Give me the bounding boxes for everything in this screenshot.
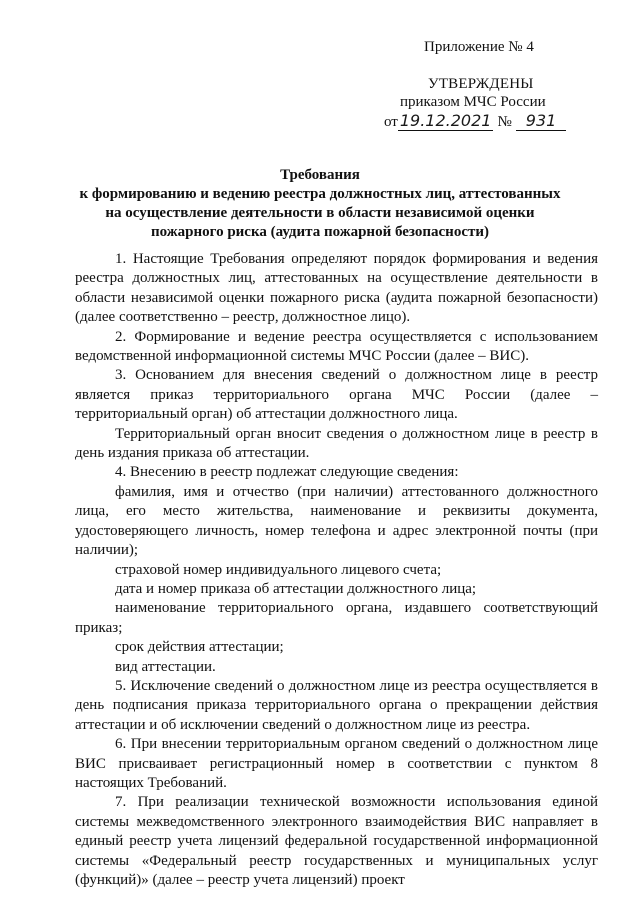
- paragraph: Территориальный орган вносит сведения о должностном лице в реестр в день издания приказа об аттестации.: [75, 425, 598, 462]
- paragraph: дата и номер приказа об аттестации должностного лица;: [115, 580, 477, 597]
- document-body: [75, 250, 598, 890]
- paragraph: 3. Основанием для внесения сведений о должностном лице в реестр является приказ территориального органа МЧС России (далее – территориальный орган) об аттестации должностного лица.: [75, 367, 598, 423]
- paragraph: наименование территориального органа, издавшего соответствующий приказ;: [75, 600, 598, 636]
- title-line-2: к формированию и ведению реестра должностных лиц, аттестованных: [79, 186, 561, 202]
- approved-label: УТВЕРЖДЕНЫ: [428, 76, 534, 92]
- document-title: [60, 166, 580, 242]
- handwritten-date: 19.12.2021: [399, 111, 492, 130]
- paragraph: 4. Внесению в реестр подлежат следующие сведения:: [115, 464, 459, 481]
- number-prefix: №: [497, 114, 512, 130]
- appendix-label: Приложение № 4: [424, 39, 534, 55]
- paragraph: срок действия аттестации;: [115, 639, 284, 656]
- paragraph: 2. Формирование и ведение реестра осуществляется с использованием ведомственной информационной системы МЧС России (далее – ВИС).: [75, 328, 598, 365]
- paragraph: 1. Настоящие Требования определяют порядок формирования и ведения реестра должностных лиц, аттестованных на осуществление деятельности в области независимой оценки пожарного риска (аудита пожарной безопасности) (далее соответственно – реестр, должностное лицо).: [75, 251, 598, 326]
- paragraph: 5. Исключение сведений о должностном лице из реестра осуществляется в день подписания приказа территориального органа о прекращении действия аттестации и об исключении сведений о должностном лице из реестра.: [75, 677, 598, 733]
- paragraph: 6. При внесении территориальным органом сведений о должностном лице ВИС присваивает регистрационный номер в соответствии с пунктом 8 настоящих Требований.: [75, 736, 598, 791]
- order-date-line: [384, 111, 566, 132]
- title-line-4: пожарного риска (аудита пожарной безопасности): [151, 224, 489, 240]
- title-line-1: Требования: [280, 167, 360, 183]
- title-line-3: на осуществление деятельности в области независимой оценки: [105, 205, 535, 221]
- paragraph: страховой номер индивидуального лицевого счета;: [115, 561, 442, 578]
- date-prefix: от: [384, 114, 398, 130]
- paragraph: фамилия, имя и отчество (при наличии) аттестованного должностного лица, его место жительства, наименование и реквизиты документа, удостоверяющего личность, номер телефона и адрес электронной почты (при наличии);: [75, 483, 598, 559]
- handwritten-number: 931: [516, 111, 567, 131]
- paragraph: 7. При реализации технической возможности использования единой системы межведомственного электронного взаимодействия ВИС направляет в единый реестр учета лицензий федеральной государственной информационной системы «Федеральный реестр государственных и муниципальных услуг (функций)» (далее – реестр учета лицензий) проект: [75, 794, 598, 888]
- order-label: приказом МЧС России: [400, 94, 546, 110]
- paragraph: вид аттестации.: [115, 658, 216, 675]
